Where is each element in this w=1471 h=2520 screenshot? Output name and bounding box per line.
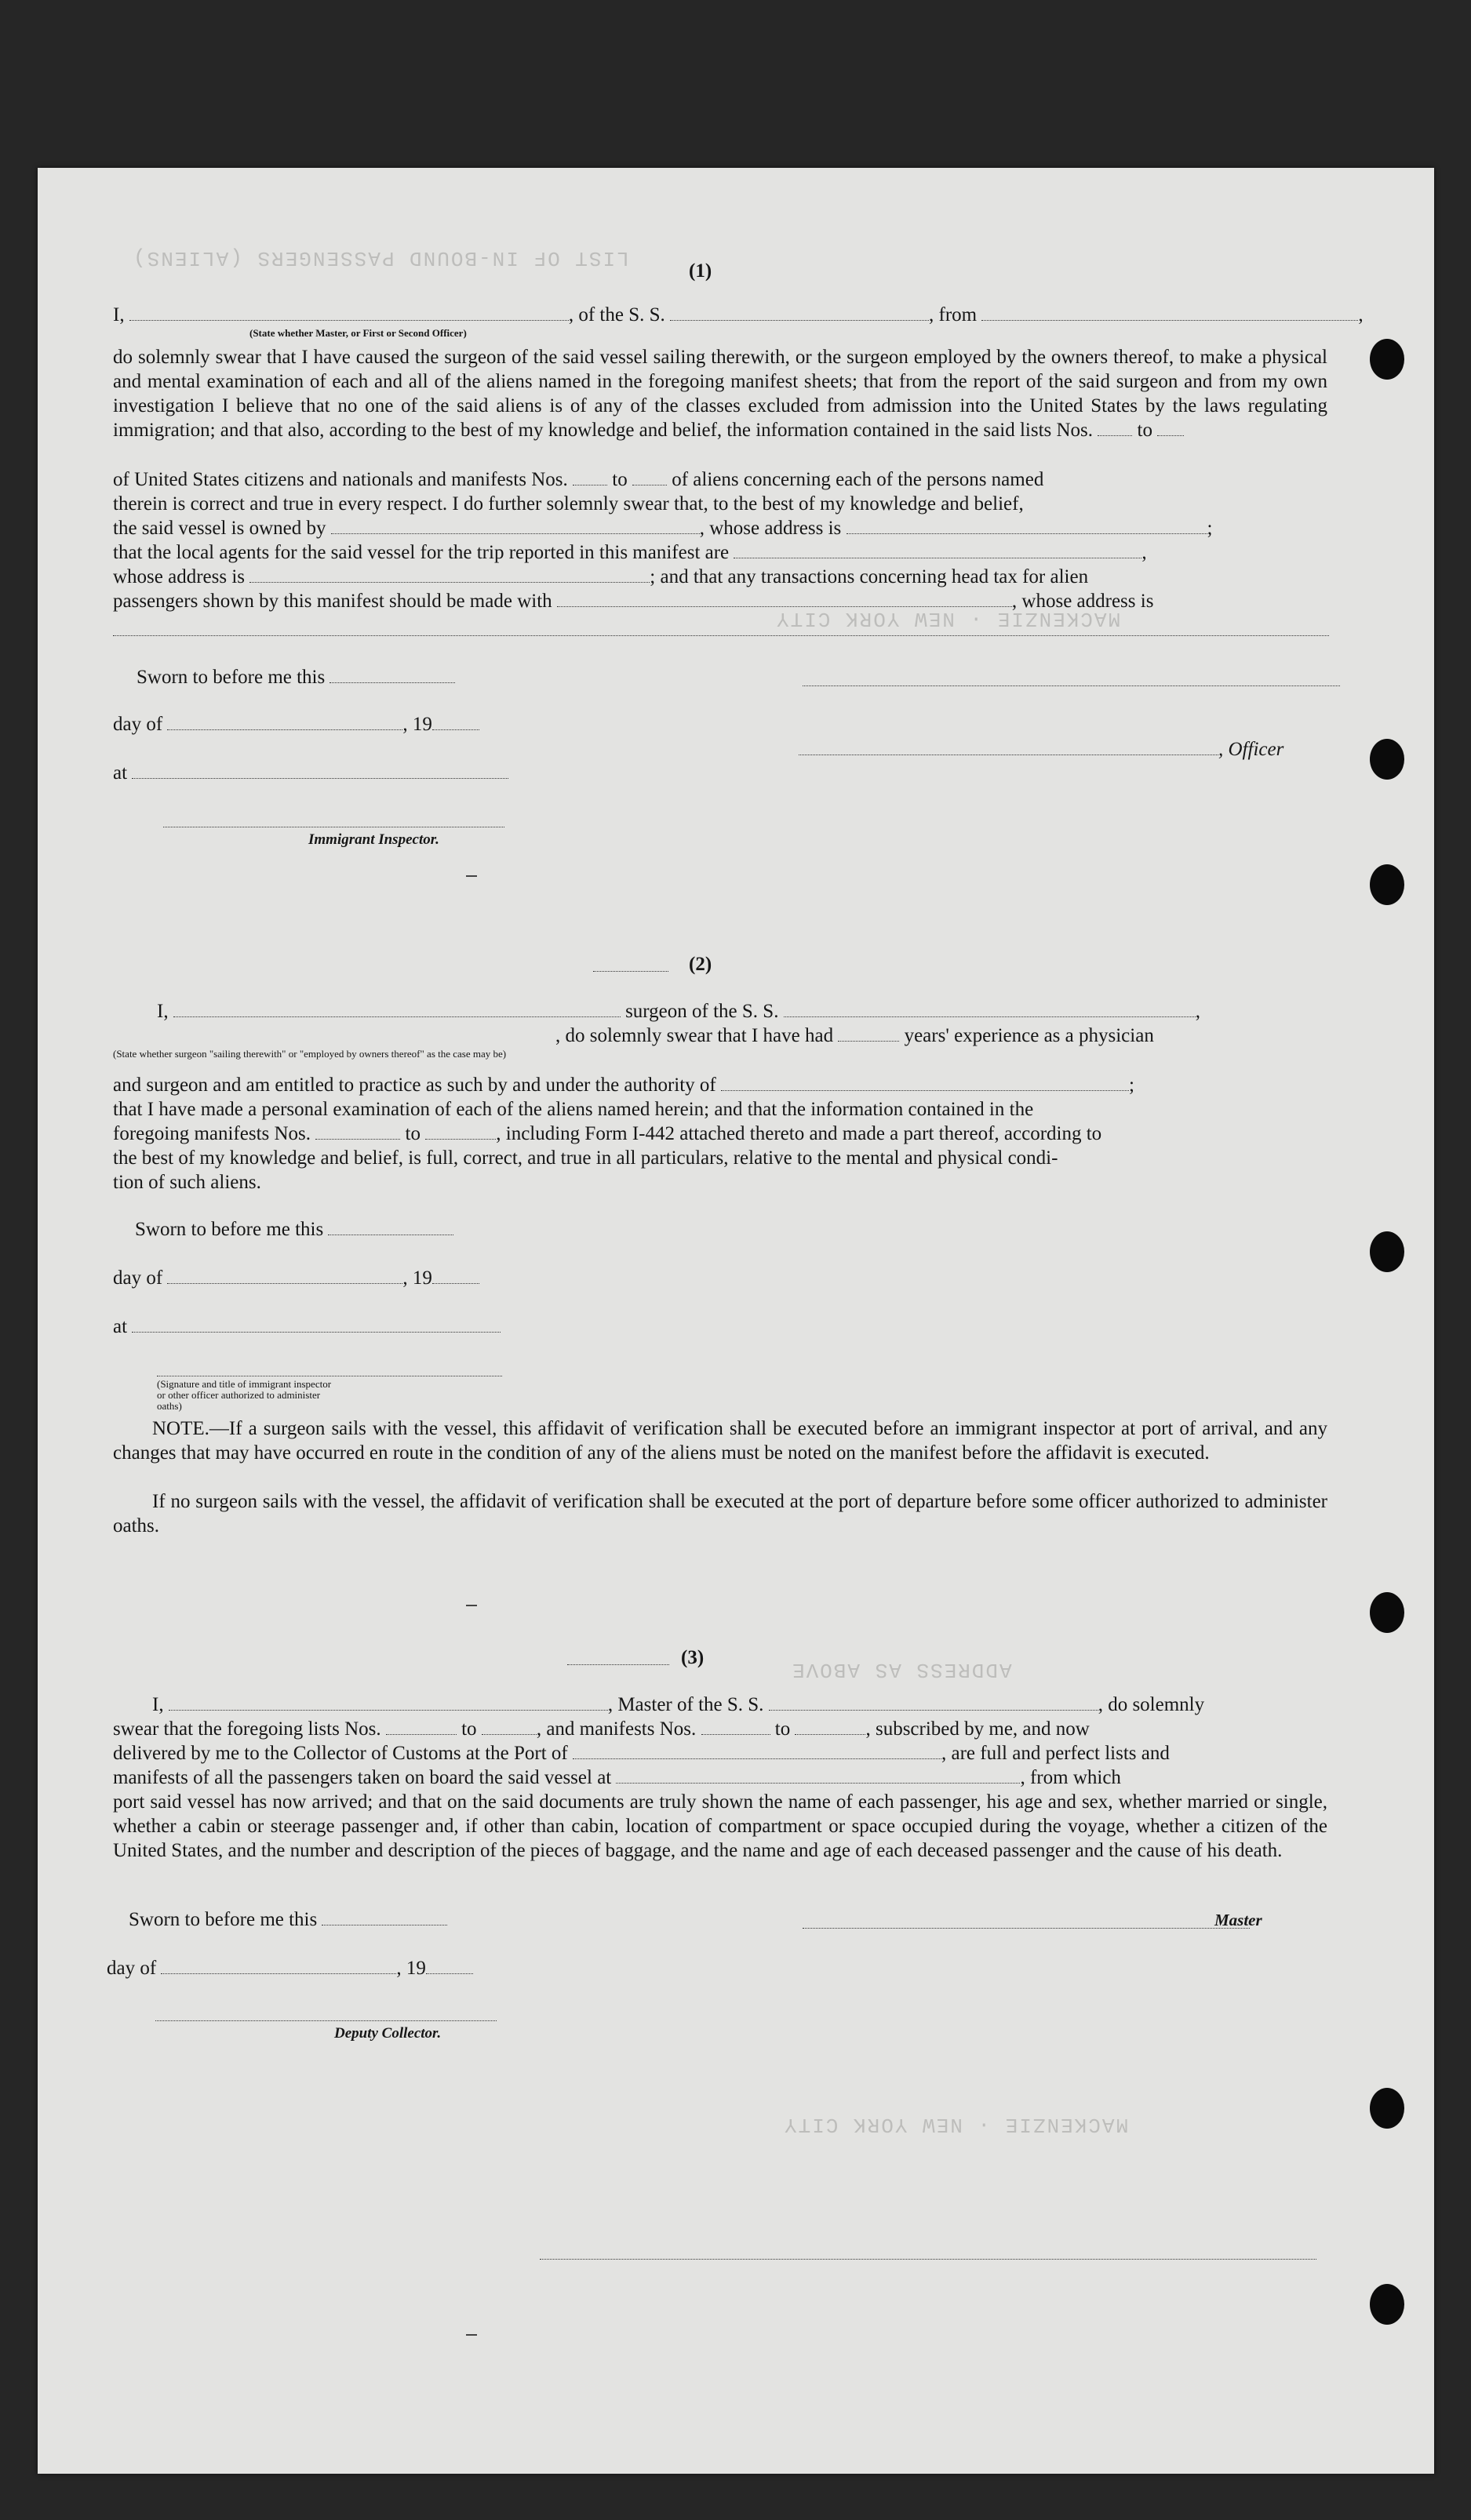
section-3-line-3: delivered by me to the Collector of Customs at the Port of , are full and perfect lists and xyxy=(113,1743,1170,1764)
section-3-line-2: swear that the foregoing lists Nos. to , and manifests Nos. to , subscribed by me, and now xyxy=(113,1718,1090,1740)
punch-hole xyxy=(1370,864,1404,905)
section-2-at: at xyxy=(113,1315,501,1339)
section-1-sworn: Sworn to before me this xyxy=(137,665,455,689)
punch-hole xyxy=(1370,1231,1404,1272)
punch-hole xyxy=(1370,339,1404,380)
section-3-line-4: manifests of all the passengers taken on board the said vessel at , from which xyxy=(113,1767,1121,1788)
dotted-rule xyxy=(113,635,1329,636)
margin-mark xyxy=(466,1605,477,1606)
section-1-line-12: passengers shown by this manifest should be made with , whose address is xyxy=(113,591,1154,612)
bleed-through-text: LIST OF IN-BOUND PASSENGERS (ALIENS) xyxy=(132,246,629,270)
section-2-line-4: that I have made a personal examination of each of the aliens named herein; and that the information contained in the xyxy=(113,1099,1034,1120)
punch-hole xyxy=(1370,1592,1404,1633)
section-1-number: (1) xyxy=(689,260,712,282)
section-1-at: at xyxy=(113,761,508,785)
section-3-day-of: day of , 19 xyxy=(107,1956,473,1980)
section-3-number: (3) xyxy=(681,1647,705,1668)
section-3-sworn: Sworn to before me this xyxy=(129,1907,447,1932)
section-2-line-5: foregoing manifests Nos. to , including Form I-442 attached thereto and made a part thereof, according to xyxy=(113,1123,1102,1144)
section-2-line-6: the best of my knowledge and belief, is full, correct, and true in all particulars, relative to the mental and physical condi- xyxy=(113,1147,1058,1169)
section-2-number-row xyxy=(593,954,668,978)
deputy-signature-line xyxy=(155,2020,497,2021)
officer-rank-note: (State whether Master, or First or Second Officer) xyxy=(249,327,467,339)
immigrant-inspector-label: Immigrant Inspector. xyxy=(308,831,439,848)
section-2-note-2: If no surgeon sails with the vessel, the affidavit of verification shall be executed at the port of departure before some officer authorized to administer oaths. xyxy=(113,1491,1327,1536)
margin-mark xyxy=(466,2334,477,2336)
section-1-line-11: whose address is ; and that any transactions concerning head tax for alien xyxy=(113,566,1089,587)
section-2-line-1: I, surgeon of the S. S. , xyxy=(157,1001,1200,1022)
section-2-line-2: , do solemnly swear that I have had years' experience as a physician xyxy=(555,1025,1154,1046)
section-1-day-of: day of , 19 xyxy=(113,712,479,736)
section-1-line-10: that the local agents for the said vessel for the trip reported in this manifest are , xyxy=(113,542,1147,563)
label-of-ss: , of the S. S. xyxy=(568,304,665,325)
master-signature-line xyxy=(803,1928,1250,1929)
manifest-verification-sheet xyxy=(38,168,1434,2474)
section-2-note: NOTE.—If a surgeon sails with the vessel, this affidavit of verification shall be executed before an immigrant inspector at port of arrival, and any changes that may have occurred en route in the condition of any of the aliens must be noted on the manifest before the affidavit is executed. xyxy=(113,1418,1327,1464)
bleed-through-text: MACKENZIE · NEW YORK CITY xyxy=(783,2113,1129,2136)
surgeon-status-note: (State whether surgeon "sailing therewith" or "employed by owners thereof" as the case may be) xyxy=(113,1048,507,1060)
section-1-officer: , Officer xyxy=(799,737,1283,762)
section-3-number-row xyxy=(567,1647,669,1671)
section-2-day-of: day of , 19 xyxy=(113,1266,479,1290)
label-i: I, xyxy=(113,304,125,325)
section-1-line-1: I, , of the S. S. , from , xyxy=(113,304,1364,325)
master-label: Master xyxy=(1214,1911,1262,1929)
punch-hole xyxy=(1370,739,1404,780)
section-3-oath-text: port said vessel has now arrived; and that on the said documents are truly shown the name of each passenger, his age and sex, whether married or single, whether a cabin or steerage passenger and, if other than cabin, location of compartment or space occupied during the voyage, whether a citizen of the United States, and the number and description of the pieces of baggage, and the name and age of each deceased passenger and the cause of his death. xyxy=(113,1791,1327,1861)
section-2-line-3: and surgeon and am entitled to practice as such by and under the authority of ; xyxy=(113,1075,1134,1096)
section-2-sworn: Sworn to before me this xyxy=(135,1217,453,1242)
section-1-line-8: therein is correct and true in every respect. I do further solemnly swear that, to the best of my knowledge and belief, xyxy=(113,493,1024,515)
bleed-through-text: MACKENZIE · NEW YORK CITY xyxy=(775,607,1121,631)
deputy-collector-label: Deputy Collector. xyxy=(334,2025,442,2042)
section-1-oath-text: do solemnly swear that I have caused the surgeon of the said vessel sailing therewith, or the surgeon employed by the owners thereof, to make a physical and mental examination of each and all of the aliens named in the foregoing manifest sheets; that from the report of the said surgeon and from my own investigation I believe that no one of the said aliens is of any of the classes excluded from admission into the United States by the laws regulating immigration; and that also, according to the best of my knowledge and belief, the information contained in the said lists Nos. to xyxy=(113,347,1327,441)
margin-mark xyxy=(466,875,477,877)
label-from: , from xyxy=(929,304,978,325)
section-3-line-1: I, , Master of the S. S. , do solemnly xyxy=(152,1694,1205,1715)
officer-signature-line xyxy=(803,685,1340,686)
section-2-line-7: tion of such aliens. xyxy=(113,1172,261,1193)
signature-title-note: (Signature and title of immigrant inspector or other officer authorized to administer oaths) xyxy=(157,1378,332,1412)
bottom-dotted-rule xyxy=(540,2259,1316,2260)
punch-hole xyxy=(1370,2284,1404,2325)
section-1-line-9: the said vessel is owned by , whose address is ; xyxy=(113,518,1213,539)
section-2-number: (2) xyxy=(689,954,712,975)
bleed-through-text: ADDRESS AS ABOVE xyxy=(791,1658,1012,1682)
section-1-line-7: of United States citizens and nationals and manifests Nos. to of aliens concerning each of the persons named xyxy=(113,469,1044,490)
punch-hole xyxy=(1370,2088,1404,2129)
